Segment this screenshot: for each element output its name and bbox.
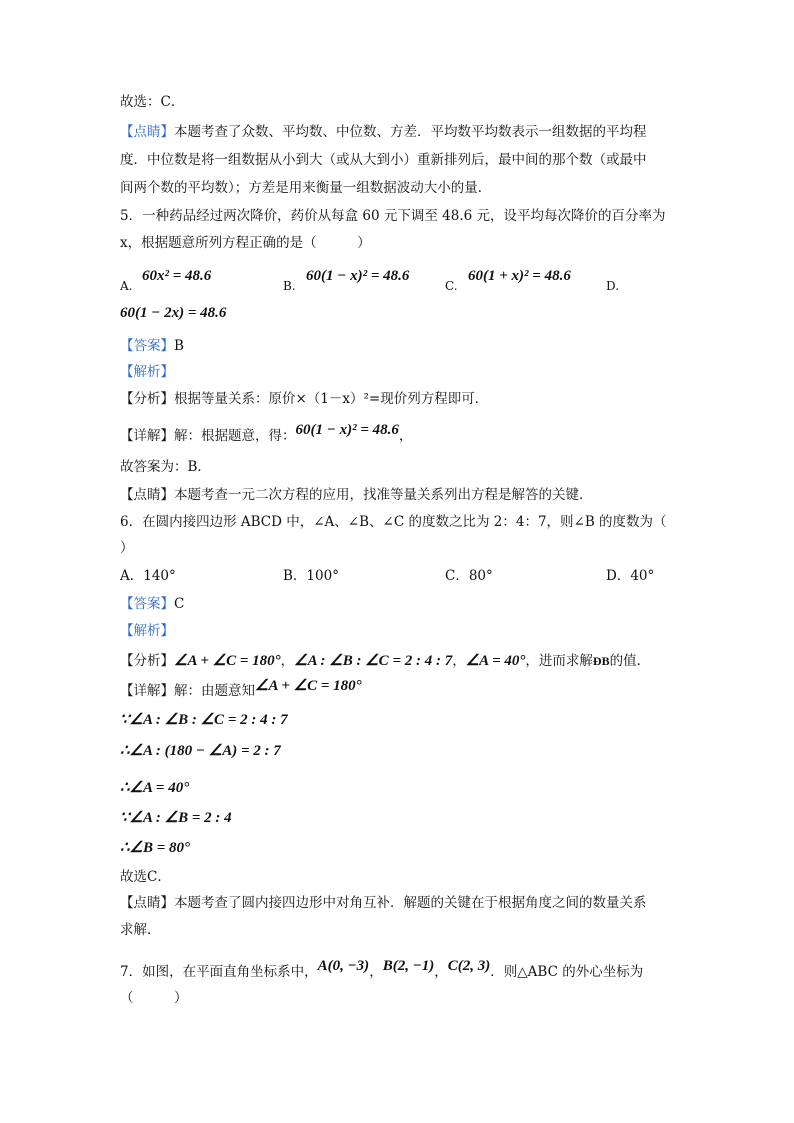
q6-option-a: A．140° [120,568,176,584]
q6-analysis-tag: 【解析】 [120,623,174,639]
q6-option-d: D．40° [606,568,655,584]
comment-tag: 【点睛】 [120,124,174,140]
q5-analysis-tag: 【解析】 [120,364,174,380]
q6-option-c: C．80° [445,568,493,584]
q5-option-d-equation: 60(1 − 2x) = 48.6 [120,305,227,321]
q5-option-c-equation: 60(1 + x)² = 48.6 [468,268,571,284]
q6-step-4: ∵∠A : ∠B = 2 : 4 [120,810,232,826]
q6-option-b: B．100° [283,568,339,584]
question-6-line-2: ） [120,540,134,556]
comment-line-2: 度．中位数是将一组数据从小到大（或从大到小）重新排列后，最中间的那个数（或最中 [120,152,647,168]
q5-option-c: C. [445,279,458,293]
q6-step-2: ∴∠A : (180 − ∠A) = 2 : 7 [120,743,281,759]
q5-analysis-line: 【分析】根据等量关系：原价×（1－x）²=现价列方程即可． [120,391,489,407]
q6-final-answer: 故选C． [120,869,171,885]
q6-analysis-line: 【分析】∠A + ∠C = 180°，∠A : ∠B : ∠C = 2 : 4 : 7，∠A = 40°，进而求解ÐB的值． [120,653,651,669]
question-7-line-2: （ ） [120,990,188,1006]
q5-option-d: D. [606,279,620,293]
q5-option-a-equation: 60x² = 48.6 [142,268,212,284]
q6-comment-line-1: 【点睛】本题考查了圆内接四边形中对角互补．解题的关键在于根据角度之间的数量关系 [120,895,647,911]
q6-answer-line: 【答案】C [120,596,185,612]
q5-answer-line: 【答案】B [120,338,184,354]
comment-line-3: 间两个数的平均数）；方差是用来衡量一组数据波动大小的量． [120,180,492,196]
q6-detail-line: 【详解】解：由题意知∠A + ∠C = 180° [120,678,362,699]
comment-line-1 [120,122,647,142]
q6-step-3: ∴∠A = 40° [120,780,190,796]
q5-final-answer: 故答案为：B． [120,459,211,475]
q5-option-b: B. [283,279,296,293]
question-6-line-1: 6．在圆内接四边形 ABCD 中，∠A、∠B、∠C 的度数之比为 2：4：7，则∠B 的度数为（ [120,514,667,530]
comment-text: 本题考查了众数、平均数、中位数、方差．平均数平均数表示一组数据的平均程 [174,124,647,140]
question-5-line-1: 5．一种药品经过两次降价，药价从每盒 60 元下调至 48.6 元，设平均每次降价的百分率为 [120,208,666,224]
question-7-line-1: 7．如图，在平面直角坐标系中，A(0, −3)，B(2, −1)，C(2, 3)．则△ABC 的外心坐标为 [120,958,644,980]
question-5-line-2: x，根据题意所列方程正确的是（ ） [120,235,371,251]
q5-comment-line: 【点睛】本题考查一元二次方程的应用，找准等量关系列出方程是解答的关键． [120,487,593,503]
answer-choice-line: 故选：C． [120,94,185,110]
q6-step-5: ∴∠B = 80° [120,840,191,856]
q5-option-b-equation: 60(1 − x)² = 48.6 [306,268,410,284]
q5-option-a: A. [120,279,133,293]
q6-step-1: ∵∠A : ∠B : ∠C = 2 : 4 : 7 [120,712,288,728]
q6-comment-line-2: 求解． [120,922,161,938]
q5-detail-line: 【详解】解：根据题意，得：60(1 − x)² = 48.6， [120,422,413,444]
